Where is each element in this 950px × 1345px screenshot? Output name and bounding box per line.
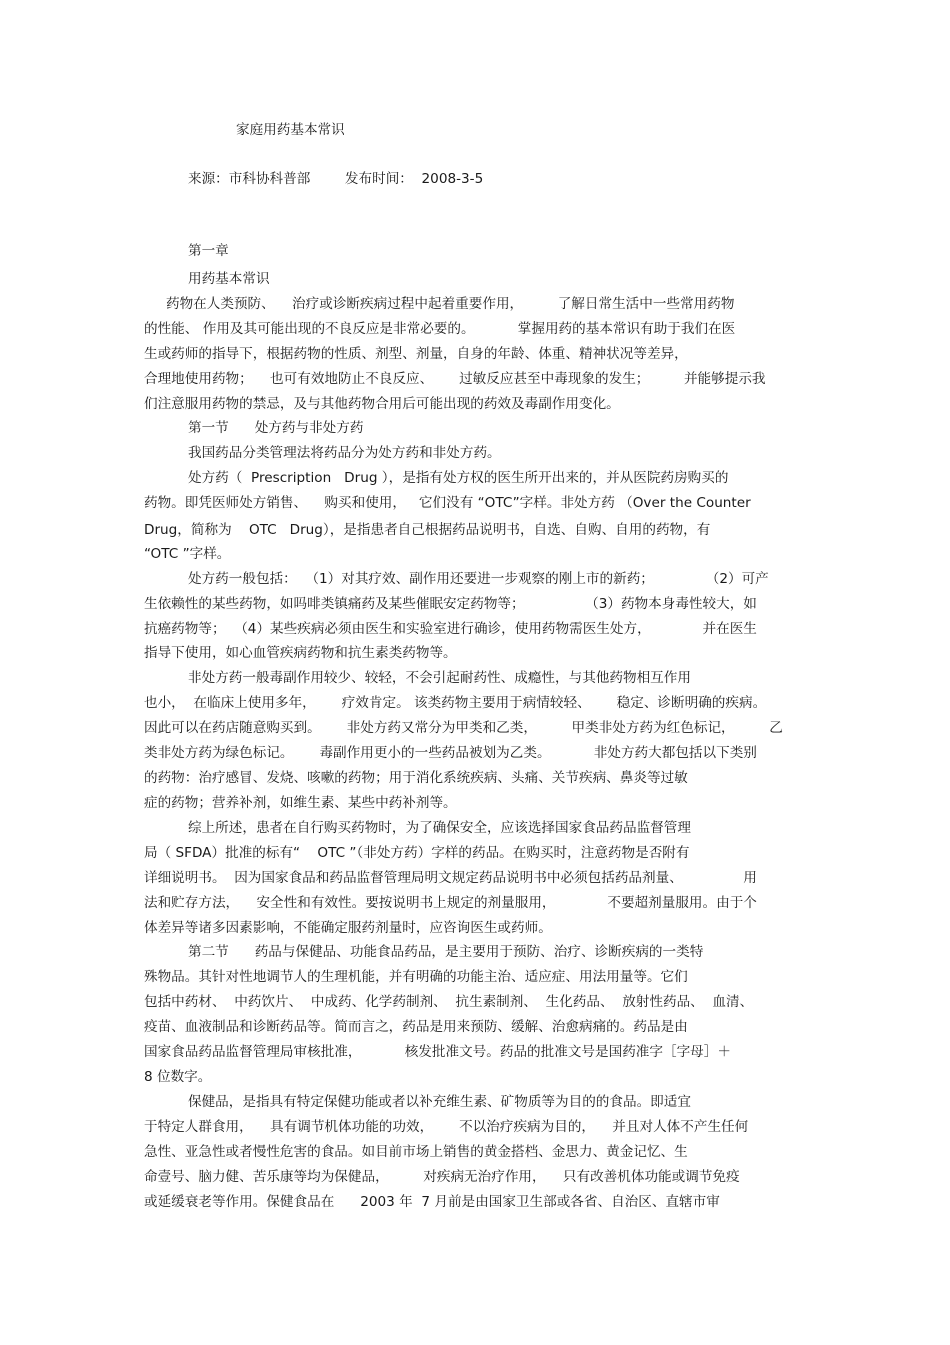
text-line: 局（ SFDA）批准的标有“ OTC ”（非处方药）字样的药品。在购买时，注意药物是否附有 bbox=[144, 845, 690, 861]
text-line: 用药基本常识 bbox=[188, 271, 270, 287]
section-heading: 第二节 药品与保健品、功能食品药品，是主要用于预防、治疗、诊断疾病的一类特 bbox=[188, 944, 704, 960]
text-line: 非处方药一般毒副作用较少、较轻，不会引起耐药性、成瘾性，与其他药物相互作用 bbox=[188, 670, 691, 686]
text-line: 综上所述，患者在自行购买药物时，为了确保安全，应该选择国家食品药品监督管理 bbox=[188, 820, 691, 836]
text-line: 体差异等诸多因素影响，不能确定服药剂量时，应咨询医生或药师。 bbox=[144, 920, 552, 936]
text-line: 国家食品药品监督管理局审核批准， 核发批准文号。药品的批准文号是国药准字［字母］＋ bbox=[144, 1044, 731, 1060]
text-line: 药物在人类预防、 治疗或诊断疾病过程中起着重要作用， 了解日常生活中一些常用药物 bbox=[166, 296, 735, 312]
text-line: 或延缓衰老等作用。保健食品在 2003 年 7 月前是由国家卫生部或各省、自治区、直辖市审 bbox=[144, 1194, 720, 1210]
text-line: Drug，简称为 OTC Drug），是指患者自己根据药品说明书，自选、自购、自用的药物，有 bbox=[144, 522, 711, 538]
text-line: 于特定人群食用， 具有调节机体功能的功效， 不以治疗疾病为目的， 并且对人体不产生任何 bbox=[144, 1119, 749, 1135]
text-line: 症的药物；营养补剂，如维生素、某些中药补剂等。 bbox=[144, 795, 457, 811]
text-line: 殊物品。其针对性地调节人的生理机能，并有明确的功能主治、适应症、用法用量等。它们 bbox=[144, 969, 688, 985]
text-line: 疫苗、血液制品和诊断药品等。简而言之，药品是用来预防、缓解、治愈病痛的。药品是由 bbox=[144, 1019, 688, 1035]
text-line: “OTC ”字样。 bbox=[144, 546, 231, 562]
text-line: 因此可以在药店随意购买到。 非处方药又常分为甲类和乙类， 甲类非处方药为红色标记， 乙 bbox=[144, 720, 783, 736]
text-line: 包括中药材、 中药饮片、 中成药、化学药制剂、 抗生素制剂、 生化药品、 放射性药品、 血清、 bbox=[144, 994, 754, 1010]
text-line: 的性能、 作用及其可能出现的不良反应是非常必要的。 掌握用药的基本常识有助于我们在医 bbox=[144, 321, 736, 337]
text-line: 类非处方药为绿色标记。 毒副作用更小的一些药品被划为乙类。 非处方药大都包括以下类别 bbox=[144, 745, 757, 761]
text-line: 我国药品分类管理法将药品分为处方药和非处方药。 bbox=[188, 445, 501, 461]
text-line: 抗癌药物等； （4）某些疾病必须由医生和实验室进行确诊，使用药物需医生处方， 并在医生 bbox=[144, 621, 757, 637]
text-line: 生依赖性的某些药物，如吗啡类镇痛药及某些催眠安定药物等； （3）药物本身毒性较大，如 bbox=[144, 596, 757, 612]
text-line: 合理地使用药物； 也可有效地防止不良反应、 过敏反应甚至中毒现象的发生； 并能够提示我 bbox=[144, 371, 766, 387]
text-line: 处方药一般包括： （1）对其疗效、副作用还要进一步观察的刚上市的新药； （2）可产 bbox=[188, 571, 769, 587]
text-line: 生或药师的指导下，根据药物的性质、剂型、剂量，自身的年龄、体重、精神状况等差异， bbox=[144, 346, 688, 362]
text-line: 法和贮存方法， 安全性和有效性。要按说明书上规定的剂量服用， 不要超剂量服用。由于个 bbox=[144, 895, 757, 911]
text-line: 命壹号、脑力健、苦乐康等均为保健品， 对疾病无治疗作用， 只有改善机体功能或调节免疫 bbox=[144, 1169, 740, 1185]
text-line: 保健品，是指具有特定保健功能或者以补充维生素、矿物质等为目的的食品。即适宜 bbox=[188, 1094, 691, 1110]
text-line: 的药物：治疗感冒、发烧、咳嗽的药物；用于消化系统疾病、头痛、关节疾病、鼻炎等过敏 bbox=[144, 770, 688, 786]
source-line: 来源：市科协科普部 发布时间： 2008-3-5 bbox=[188, 171, 484, 187]
text-line: 药物。即凭医师处方销售、 购买和使用， 它们没有 “OTC”字样。非处方药 （Over the Counter bbox=[144, 495, 751, 511]
text-line: 们注意服用药物的禁忌，及与其他药物合用后可能出现的药效及毒副作用变化。 bbox=[144, 396, 620, 412]
section-heading: 第一节 处方药与非处方药 bbox=[188, 420, 364, 436]
text-line: 第一章 bbox=[188, 243, 229, 259]
text-line: 急性、亚急性或者慢性危害的食品。如目前市场上销售的黄金搭档、金思力、黄金记忆、生 bbox=[144, 1144, 688, 1160]
text-line: 处方药（ Prescription Drug ），是指有处方权的医生所开出来的，并从医院药房购买的 bbox=[188, 470, 729, 486]
text-line: 指导下使用，如心血管疾病药物和抗生素类药物等。 bbox=[144, 645, 457, 661]
text-line: 8 位数字。 bbox=[144, 1069, 212, 1085]
text-line: 详细说明书。 因为国家食品和药品监督管理局明文规定药品说明书中必须包括药品剂量、 用 bbox=[144, 870, 757, 886]
document-title: 家庭用药基本常识 bbox=[236, 122, 345, 138]
text-line: 也小， 在临床上使用多年， 疗效肯定。 该类药物主要用于病情较轻、 稳定、诊断明确的疾病。 bbox=[144, 695, 767, 711]
